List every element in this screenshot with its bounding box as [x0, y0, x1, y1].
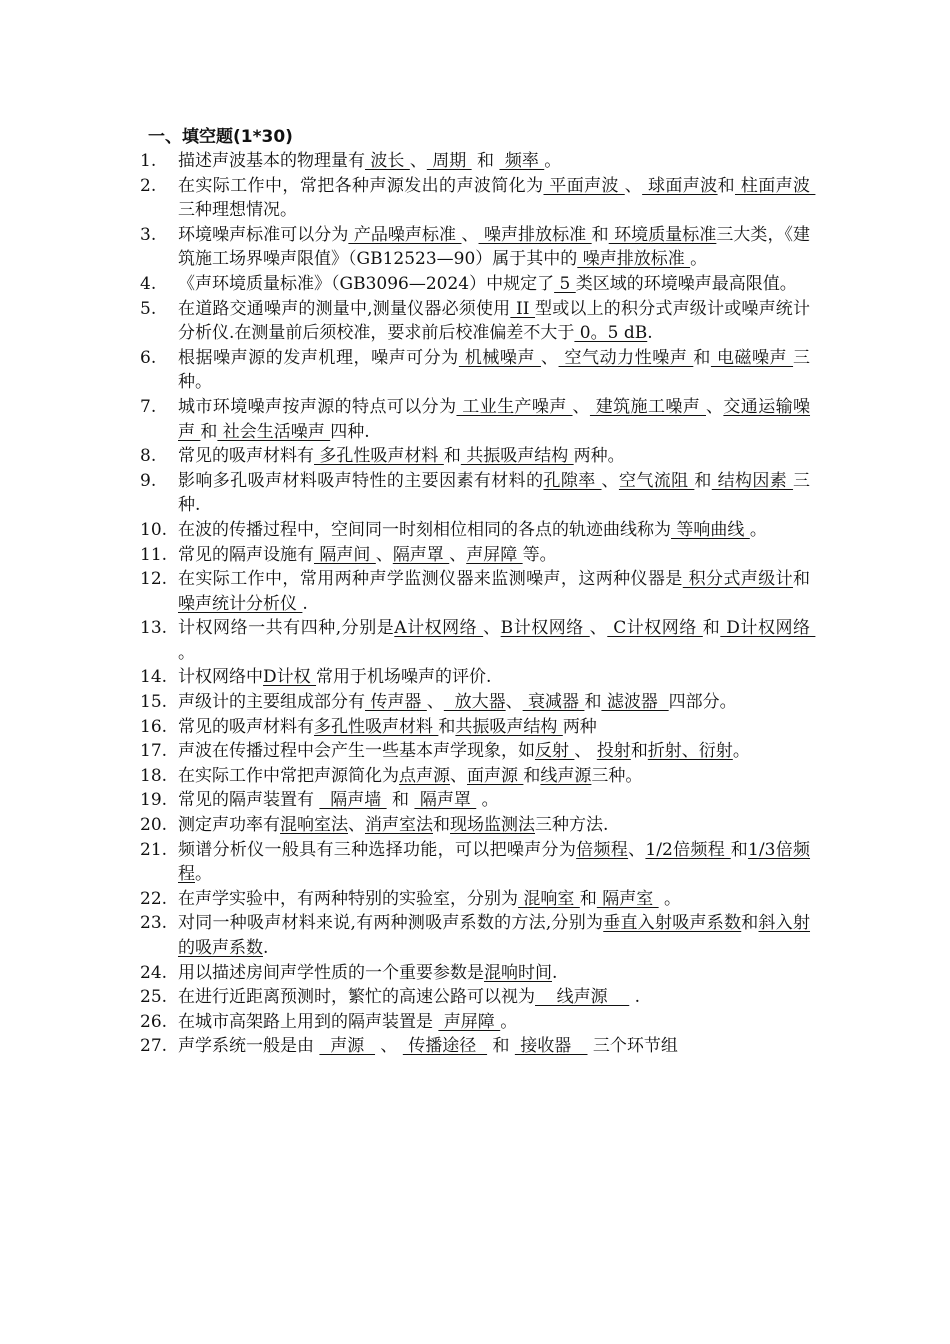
question-fragment: 声级计的主要组成部分有	[178, 692, 365, 713]
question-item	[140, 788, 810, 813]
question-number: 17.	[140, 741, 168, 762]
question-number: 2.	[140, 175, 157, 196]
question-fragment: 用以描述房间声学性质的一个重要参数是	[178, 962, 484, 983]
question-number: 16.	[140, 716, 168, 737]
question-fragment: 和	[443, 446, 461, 467]
question-fragment: 型或以上的积分式声级计或噪声统计分析仪.在测量前后须校准，要求前后校准偏差不大于	[178, 298, 810, 344]
answer-blank: 垂直入射吸声系数	[603, 913, 742, 934]
question-item	[140, 272, 810, 297]
answer-blank: 隔声罩	[414, 790, 477, 811]
answer-blank: 结构因素	[711, 470, 794, 491]
question-item	[140, 346, 810, 395]
question-item	[140, 838, 810, 887]
answer-blank: 5	[554, 273, 576, 294]
question-item	[140, 567, 810, 616]
question-item	[140, 1010, 810, 1035]
question-fragment: 计权网络一共有四种,分别是	[178, 618, 395, 639]
question-number: 8.	[140, 446, 157, 467]
question-fragment: 在道路交通噪声的测量中,测量仪器必须使用	[178, 298, 511, 319]
question-fragment: 和	[386, 790, 415, 811]
question-number: 15.	[140, 692, 168, 713]
question-fragment: 和	[702, 618, 721, 639]
question-fragment: 。	[690, 249, 708, 270]
question-number: 19.	[140, 790, 168, 811]
question-fragment: 、	[505, 692, 523, 713]
answer-blank: 隔声室	[596, 888, 659, 909]
answer-blank: 积分式声级计	[682, 569, 794, 590]
question-fragment: 描述声波基本的物理量有	[178, 151, 365, 171]
answer-blank: 隔声间	[314, 544, 376, 565]
question-fragment: 三大类，《建筑施工场界噪声限值》（GB12523—90）属于其中的	[178, 224, 811, 270]
answer-blank: 传声器	[365, 692, 427, 713]
question-fragment: 、	[348, 815, 365, 836]
question-item	[140, 715, 810, 740]
question-fragment: 、	[628, 839, 646, 860]
question-fragment: 常用于机场噪声的评价.	[316, 667, 492, 688]
question-text	[178, 174, 816, 223]
question-fragment: 两种。	[573, 446, 625, 467]
question-number: 4.	[140, 273, 157, 294]
question-text	[178, 543, 810, 568]
question-fragment: 。	[749, 519, 767, 540]
answer-blank: 噪声统计分析仪	[178, 593, 303, 614]
question-fragment: 和	[694, 470, 712, 491]
question-item	[140, 764, 810, 789]
question-item	[140, 911, 810, 960]
question-fragment: 、	[375, 1036, 403, 1057]
question-fragment: 。	[476, 790, 499, 811]
question-text	[178, 223, 810, 272]
answer-blank: 机械噪声	[458, 347, 541, 368]
answer-blank: 共振吸声结构	[460, 446, 574, 467]
question-fragment: 、	[483, 618, 501, 639]
answer-blank: 声屏障	[438, 1011, 501, 1032]
answer-blank: C计权网络	[607, 618, 703, 639]
question-fragment: 和	[433, 815, 450, 836]
question-fragment: 常见的隔声装置有	[178, 790, 320, 811]
question-text	[178, 149, 810, 174]
question-text	[178, 469, 810, 518]
answer-blank: 放大器	[443, 692, 506, 713]
section-title: 一、填空题(1*30)	[148, 127, 293, 147]
question-item	[140, 887, 810, 912]
answer-blank: 反射	[535, 741, 575, 762]
question-number: 10.	[140, 519, 168, 540]
question-fragment: .	[552, 962, 558, 983]
question-number: 13.	[140, 618, 168, 639]
question-item	[140, 297, 810, 346]
question-item	[140, 444, 810, 469]
question-fragment: 和	[630, 741, 648, 762]
answer-blank: 折射、衍射	[647, 741, 733, 762]
question-fragment: 和	[693, 347, 711, 368]
answer-blank: D计权	[263, 667, 317, 688]
question-fragment: 三种。	[591, 765, 643, 786]
answer-blank: 1/3倍频程	[178, 839, 811, 885]
answer-blank: 倍频程	[576, 839, 629, 860]
question-fragment: .	[263, 938, 269, 958]
answer-blank: 面声源	[467, 765, 524, 786]
question-fragment: 声学系统一般是由	[178, 1036, 320, 1057]
question-fragment: 在实际工作中，常用两种声学监测仪器来监测噪声，这两种仪器是	[178, 569, 683, 590]
question-fragment: 类区域的环境噪声最高限值。	[575, 273, 797, 294]
answer-blank: 多孔性吸声材料	[314, 716, 439, 737]
question-item	[140, 1034, 810, 1059]
question-fragment: 。	[732, 741, 750, 762]
answer-blank: 交通运输噪声	[178, 396, 811, 442]
question-fragment: 环境噪声标准可以分为	[178, 224, 349, 245]
question-fragment: 、	[589, 618, 608, 639]
question-text	[178, 444, 810, 469]
answer-blank: 空气动力性噪声	[558, 347, 694, 368]
answer-blank: 孔隙率	[543, 470, 602, 491]
answer-blank: 球面声波	[642, 175, 718, 196]
question-fragment: 。	[544, 151, 562, 171]
question-number: 12.	[140, 569, 168, 590]
question-fragment: 四种.	[330, 421, 370, 442]
question-text	[178, 739, 810, 764]
answer-blank: 声屏障	[466, 544, 523, 565]
answer-blank: 声源	[319, 1036, 376, 1057]
question-fragment: 、	[426, 692, 444, 713]
answer-blank: 0。5 dB	[574, 323, 648, 344]
answer-blank: 混响室法	[280, 815, 348, 836]
question-fragment: 和	[200, 421, 218, 442]
question-fragment: 在波的传播过程中，空间同一时刻相位相同的各点的轨迹曲线称为	[178, 519, 671, 540]
question-fragment: 常见的吸声材料有	[178, 716, 314, 737]
question-text	[178, 616, 816, 665]
question-text	[178, 665, 810, 690]
question-number: 7.	[140, 396, 157, 417]
answer-blank: 环境质量标准	[608, 224, 717, 245]
question-number: 27.	[140, 1036, 168, 1057]
question-fragment: 《声环境质量标准》（GB3096—2024）中规定了	[178, 273, 555, 294]
question-number: 22.	[140, 888, 168, 909]
answer-blank: 斜入射的吸声系数	[178, 913, 811, 958]
answer-blank: 传播途径	[402, 1036, 488, 1057]
question-fragment: 三种.	[178, 470, 811, 516]
question-fragment: 频谱分析仪一般具有三种选择功能，可以把噪声分为	[178, 839, 577, 860]
question-fragment: 在声学实验中，有两种特别的实验室，分别为	[178, 888, 518, 909]
question-fragment: 、	[375, 544, 393, 565]
question-fragment: 、	[572, 396, 590, 417]
question-fragment: 和	[471, 151, 500, 171]
question-text	[178, 838, 810, 887]
question-fragment: 、	[540, 347, 559, 368]
question-fragment: 、	[574, 741, 597, 762]
question-number: 6.	[140, 347, 157, 368]
answer-blank: 点声源	[399, 765, 450, 786]
question-list	[140, 149, 816, 1059]
question-fragment: 三个环节组	[587, 1036, 678, 1057]
answer-blank: 滤波器	[601, 692, 669, 713]
answer-blank: 噪声排放标准	[577, 249, 691, 270]
answer-blank: B计权网络	[500, 618, 590, 639]
answer-blank: 隔声罩	[392, 544, 450, 565]
answer-blank: 消声室法	[365, 815, 433, 836]
answer-blank: 混响室	[518, 888, 580, 909]
question-number: 24.	[140, 962, 168, 983]
question-text	[178, 1034, 810, 1059]
question-fragment: 、	[601, 470, 619, 491]
question-fragment: 城市环境噪声按声源的特点可以分为	[178, 396, 457, 417]
answer-blank: 1/2倍频程	[645, 839, 731, 860]
question-fragment: 在实际工作中常把声源简化为	[178, 765, 399, 786]
answer-blank: 现场监测法	[450, 815, 535, 836]
answer-blank: 衰减器	[522, 692, 585, 713]
question-text	[178, 346, 810, 395]
answer-blank: 线声源	[535, 987, 630, 1008]
question-fragment: 根据噪声源的发声机理，噪声可分为	[178, 347, 459, 368]
question-text	[178, 297, 810, 346]
question-text	[178, 985, 810, 1010]
question-fragment: 四部分。	[668, 692, 737, 713]
answer-blank: A计权网络	[394, 618, 484, 639]
question-text	[178, 395, 810, 444]
answer-blank: 噪声排放标准	[478, 224, 592, 245]
answer-blank: 空气流阻	[618, 470, 695, 491]
question-fragment: 和	[523, 765, 541, 786]
answer-blank: 等响曲线	[671, 519, 750, 540]
question-fragment: 计权网络中	[178, 667, 263, 688]
question-fragment: .	[302, 593, 308, 614]
question-fragment: 和	[438, 716, 456, 737]
question-fragment: 和	[741, 913, 759, 934]
answer-blank: 接收器	[514, 1036, 588, 1057]
question-text	[178, 961, 810, 986]
answer-blank: 平面声波	[543, 175, 625, 196]
question-fragment: 、	[450, 765, 467, 786]
question-fragment: 两种	[562, 716, 597, 737]
answer-blank: II	[510, 298, 536, 319]
question-text	[178, 690, 810, 715]
question-item	[140, 739, 810, 764]
question-number: 14.	[140, 667, 168, 688]
answer-blank: 隔声墙	[319, 790, 387, 811]
answer-blank: 投射	[596, 741, 631, 762]
question-number: 20.	[140, 815, 168, 836]
answer-blank: 多孔性吸声材料	[314, 446, 444, 467]
answer-blank: 混响时间	[484, 962, 552, 983]
question-fragment: 在城市高架路上用到的隔声装置是	[178, 1011, 439, 1032]
question-item	[140, 518, 810, 543]
question-fragment: .	[629, 987, 641, 1008]
question-number: 25.	[140, 987, 168, 1008]
question-item	[140, 616, 816, 665]
question-fragment: 。	[178, 642, 195, 663]
answer-blank: 产品噪声标准	[348, 224, 462, 245]
question-number: 23.	[140, 913, 168, 934]
question-fragment: 、	[461, 224, 479, 245]
answer-blank: 柱面声波	[734, 175, 816, 196]
answer-blank: D计权网络	[720, 618, 816, 639]
question-fragment: 、	[624, 175, 643, 196]
question-text	[178, 567, 810, 616]
question-item	[140, 961, 810, 986]
question-fragment: 影响多孔吸声材料吸声特性的主要因素有材料的	[178, 470, 544, 491]
question-text	[178, 518, 810, 543]
question-text	[178, 911, 810, 960]
question-text	[178, 887, 810, 912]
question-fragment: 和	[579, 888, 597, 909]
question-text	[178, 272, 810, 297]
question-fragment: 、	[705, 396, 724, 417]
question-fragment: 三种理想情况。	[178, 200, 297, 221]
question-fragment: 。	[500, 1011, 518, 1032]
question-item	[140, 395, 810, 444]
answer-blank: 电磁噪声	[710, 347, 794, 368]
question-text	[178, 788, 810, 813]
question-item	[140, 543, 810, 568]
question-fragment: 和	[793, 569, 811, 590]
answer-blank: 工业生产噪声	[456, 396, 573, 417]
question-fragment: 和	[584, 692, 602, 713]
question-fragment: 常见的隔声设施有	[178, 544, 314, 565]
question-item	[140, 665, 810, 690]
question-number: 3.	[140, 224, 157, 245]
question-fragment: .	[647, 323, 653, 344]
question-fragment: 和	[487, 1036, 515, 1057]
question-text	[178, 715, 810, 740]
question-fragment: 、	[449, 544, 467, 565]
question-item	[140, 174, 816, 223]
question-fragment: 和	[730, 839, 749, 860]
question-fragment: 等。	[522, 544, 557, 565]
answer-blank: 线声源	[540, 765, 592, 786]
question-text	[178, 1010, 810, 1035]
question-number: 18.	[140, 765, 168, 786]
question-fragment: 在实际工作中，常把各种声源发出的声波简化为	[178, 175, 544, 196]
answer-blank: 建筑施工噪声	[589, 396, 706, 417]
question-item	[140, 469, 810, 518]
question-item	[140, 149, 810, 174]
question-fragment: 三种方法.	[535, 815, 609, 836]
question-item	[140, 223, 810, 272]
question-fragment: 、	[409, 151, 427, 171]
question-fragment: 三种。	[178, 347, 811, 393]
question-fragment: 常见的吸声材料有	[178, 446, 314, 467]
question-text	[178, 764, 810, 789]
answer-blank: 波长	[365, 151, 410, 171]
question-number: 1.	[140, 151, 157, 171]
question-fragment: 和	[591, 224, 609, 245]
answer-blank: 周期	[426, 151, 472, 171]
question-text	[178, 813, 810, 838]
question-number: 26.	[140, 1011, 168, 1032]
question-fragment: 和	[717, 175, 735, 196]
question-fragment: 。	[195, 864, 212, 885]
answer-blank: 频率	[499, 151, 545, 171]
answer-blank: 社会生活噪声	[217, 421, 331, 442]
question-fragment: 对同一种吸声材料来说,有两种测吸声系数的方法,分别为	[178, 913, 604, 934]
question-fragment: 。	[658, 888, 682, 909]
question-fragment: 在进行近距离预测时，繁忙的高速公路可以视为	[178, 987, 535, 1008]
question-item	[140, 813, 810, 838]
question-number: 21.	[140, 839, 168, 860]
question-number: 11.	[140, 544, 168, 565]
question-fragment: 测定声功率有	[178, 815, 280, 836]
question-number: 5.	[140, 298, 157, 319]
question-item	[140, 690, 810, 715]
question-fragment: 声波在传播过程中会产生一些基本声学现象，如	[178, 741, 535, 762]
question-item	[140, 985, 810, 1010]
answer-blank: 共振吸声结构	[455, 716, 563, 737]
question-number: 9.	[140, 470, 157, 491]
